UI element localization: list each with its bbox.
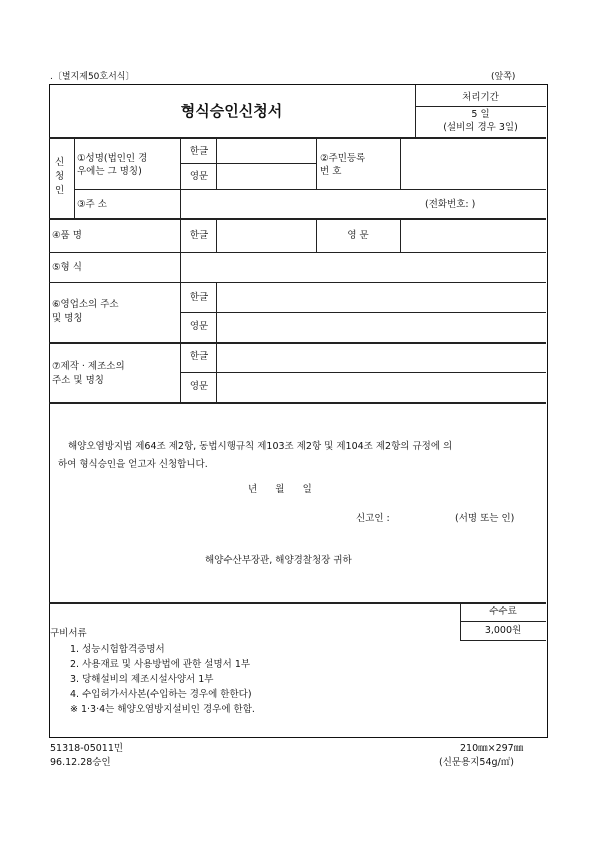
- list-item: 3. 당해설비의 제조시설사양서 1부: [70, 674, 214, 685]
- phone-label: (전화번호: ): [425, 199, 476, 210]
- name-korean-label: 한글: [189, 146, 209, 157]
- documents-title: 구비서류: [50, 628, 87, 639]
- list-item: ※ 1·3·4는 해양오염방지설비인 경우에 한함.: [70, 704, 255, 715]
- sales-korean-label: 한글: [189, 292, 209, 303]
- id-number-label: ②주민등록 번 호: [320, 153, 366, 177]
- approval-date: 96.12.28승인: [50, 757, 111, 768]
- documents-list: [70, 642, 255, 717]
- reporter-label: 신고인 :: [356, 513, 390, 524]
- list-item: 4. 수입허가서사본(수입하는 경우에 한한다): [70, 689, 252, 700]
- sales-english-label: 영문: [189, 321, 209, 332]
- paper-type: (신문용지54g/㎡): [439, 757, 514, 768]
- product-english-label: 영 문: [347, 230, 369, 241]
- factory-english-label: 영문: [189, 381, 209, 392]
- form-code: 51318-05011민: [50, 743, 124, 754]
- statement-line2: 하여 형식승인을 얻고자 신청합니다.: [58, 459, 208, 470]
- list-item: 2. 사용재료 및 사용방법에 관한 설명서 1부: [70, 659, 251, 670]
- name-english-label: 영문: [189, 171, 209, 182]
- list-item: 1. 성능시험합격증명서: [70, 644, 165, 655]
- processing-label: 처리기간: [462, 92, 499, 103]
- fee-label: 수수료: [489, 606, 517, 617]
- model-label: ⑤형 식: [52, 262, 82, 273]
- statement-line1: 해양오염방지법 제64조 제2항, 동법시행규칙 제103조 제2항 및 제104조 제2항의 규정에 의: [68, 441, 453, 452]
- recipient: 해양수산부장관, 해양경찰청장 귀하: [205, 555, 352, 566]
- signature-label: (서명 또는 인): [455, 513, 515, 524]
- factory-label: ⑦제작 · 제조소의 주소 및 명칭: [52, 361, 125, 386]
- processing-days: 5 일: [471, 109, 490, 120]
- page-side: (앞쪽): [491, 72, 516, 82]
- name-label: ①성명(법인인 경 우에는 그 명칭): [77, 153, 148, 177]
- fee-value: 3,000원: [484, 625, 522, 636]
- applicant-label: 신 청 인: [55, 157, 65, 196]
- paper-size: 210㎜×297㎜: [460, 743, 524, 754]
- product-label: ④품 명: [52, 230, 82, 241]
- factory-korean-label: 한글: [189, 351, 209, 362]
- product-korean-label: 한글: [189, 230, 209, 241]
- application-date: 년 월 일: [248, 484, 312, 495]
- page-title: 형식승인신청서: [180, 102, 283, 120]
- sales-label: ⑥영업소의 주소 및 명칭: [52, 299, 119, 324]
- form-id: .〔별지제50호서식〕: [50, 72, 135, 82]
- address-label: ③주 소: [77, 199, 107, 210]
- processing-note: (설비의 경우 3일): [443, 122, 518, 133]
